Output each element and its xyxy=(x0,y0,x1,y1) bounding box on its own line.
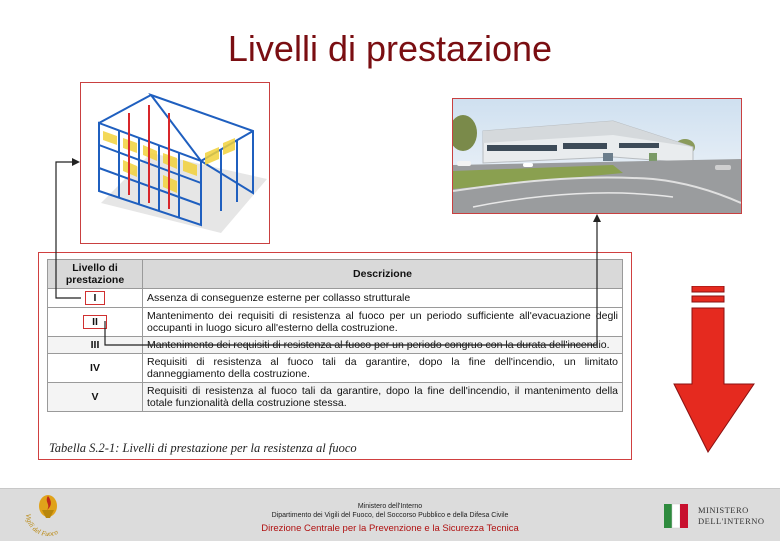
ministero-logo-line2: DELL'INTERNO xyxy=(698,516,765,526)
industrial-building-illustration xyxy=(453,99,741,213)
table-row xyxy=(48,337,623,354)
red-down-arrow-icon xyxy=(672,286,758,456)
vigili-del-fuoco-logo xyxy=(20,492,76,540)
level-cell: V xyxy=(48,383,143,412)
storage-rack-photo xyxy=(80,82,270,244)
column-header-description: Descrizione xyxy=(143,260,623,289)
description-cell: Mantenimento dei requisiti di resistenza al fuoco per un periodo sufficiente all'evacuazione degli occupanti in luogo sicuro all'esterno della costruzione. xyxy=(143,308,623,337)
vigili-del-fuoco-logo-text: Vigili del Fuoco xyxy=(23,513,60,539)
description-cell: Requisiti di resistenza al fuoco tali da garantire, dopo la fine dell'incendio, un limitato danneggiamento della costruzione. xyxy=(143,354,623,383)
footer-ministry: Ministero dell'Interno xyxy=(357,503,423,510)
column-header-level: Livello di prestazione xyxy=(48,260,143,289)
page-title: Livelli di prestazione xyxy=(227,28,553,69)
table-row xyxy=(48,308,623,337)
level-label: II xyxy=(83,315,107,329)
industrial-building-photo xyxy=(452,98,742,214)
performance-levels-table xyxy=(47,259,623,412)
connector-arrowhead xyxy=(593,214,601,222)
level-cell: III xyxy=(48,337,143,354)
description-cell: Assenza di conseguenze esterne per collasso strutturale xyxy=(143,289,623,308)
footer-directorate: Direzione Centrale per la Prevenzione e la Sicurezza Tecnica xyxy=(261,523,519,534)
level-cell: IV xyxy=(48,354,143,383)
description-cell: Requisiti di resistenza al fuoco tali da garantire, dopo la fine dell'incendio, il mantenimento della totale funzionalità della costruzione stessa. xyxy=(143,383,623,412)
table-row xyxy=(48,383,623,412)
table-row xyxy=(48,354,623,383)
ministero-logo-text xyxy=(698,505,765,527)
storage-rack-illustration xyxy=(81,83,269,243)
level-cell xyxy=(48,289,143,308)
performance-levels-figure xyxy=(38,252,632,460)
ministero-logo-line1: MINISTERO xyxy=(698,505,749,515)
level-label: I xyxy=(85,291,106,305)
table-header-row xyxy=(48,260,623,289)
table-caption: Tabella S.2-1: Livelli di prestazione per la resistenza al fuoco xyxy=(49,441,357,455)
connector-arrowhead xyxy=(72,158,80,166)
footer-department: Dipartimento dei Vigili del Fuoco, del Soccorso Pubblico e della Difesa Civile xyxy=(271,512,509,519)
table-row xyxy=(48,289,623,308)
level-cell xyxy=(48,308,143,337)
description-cell: Mantenimento dei requisiti di resistenza al fuoco per un periodo congruo con la durata dell'incendio. xyxy=(143,337,623,354)
